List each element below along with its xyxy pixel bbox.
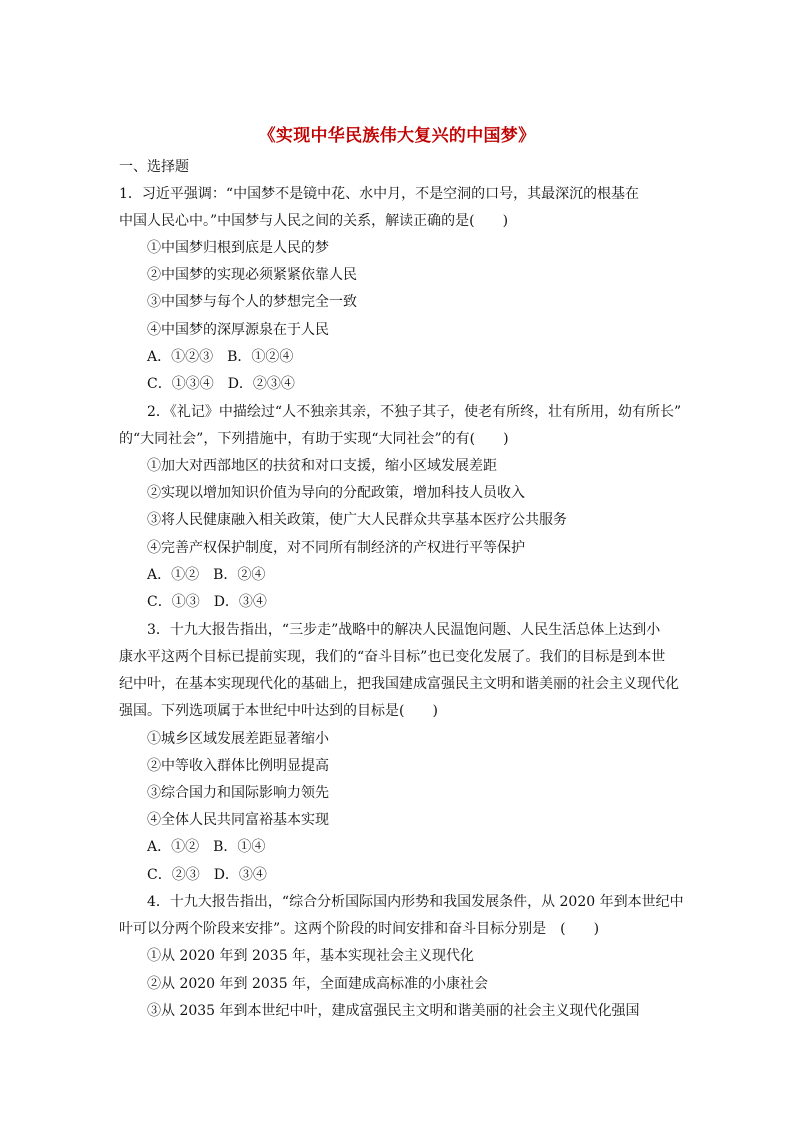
q1-choices-cd: C．①③④ D．②③④ [147, 376, 295, 392]
q4-option-3: ③从 2035 年到本世纪中叶，建成富强民主文明和谐美丽的社会主义现代化强国 [147, 1003, 640, 1019]
q2-option-2: ②实现以增加知识价值为导向的分配政策，增加科技人员收入 [147, 485, 525, 501]
q3-option-3: ③综合国力和国际影响力领先 [147, 785, 329, 801]
q3-option-4: ④全体人民共同富裕基本实现 [147, 812, 329, 828]
q2-stem-line-1: 2．《礼记》中描绘过“人不独亲其亲，不独子其子，使老有所终，壮有所用，幼有所长” [147, 404, 682, 420]
q3-stem-line-4: 强国。下列选项属于本世纪中叶达到的目标是( ) [119, 703, 438, 719]
q3-stem-line-1: 3．十九大报告指出，“三步走”战略中的解决人民温饱问题、人民生活总体上达到小 [147, 622, 661, 638]
q1-stem-line-1: 1．习近平强调：“中国梦不是镜中花、水中月，不是空洞的口号，其最深沉的根基在 [119, 186, 640, 202]
q3-stem-line-2: 康水平这两个目标已提前实现，我们的“奋斗目标”也已变化发展了。我们的目标是到本世 [119, 649, 666, 665]
q2-option-4: ④完善产权保护制度，对不同所有制经济的产权进行平等保护 [147, 540, 525, 556]
document-title: 《实现中华民族伟大复兴的中国梦》 [258, 126, 536, 146]
q3-choices-ab: A．①② B．①④ [147, 839, 266, 855]
q3-option-2: ②中等收入群体比例明显提高 [147, 758, 329, 774]
q1-option-3: ③中国梦与每个人的梦想完全一致 [147, 294, 357, 310]
q3-option-1: ①城乡区域发展差距显著缩小 [147, 731, 329, 747]
q4-option-2: ②从 2020 年到 2035 年，全面建成高标准的小康社会 [147, 976, 489, 992]
q1-choices-ab: A．①②③ B．①②④ [147, 349, 294, 365]
q2-option-3: ③将人民健康融入相关政策，使广大人民群众共享基本医疗公共服务 [147, 512, 567, 528]
q1-stem-line-2: 中国人民心中。”中国梦与人民之间的关系，解读正确的是( ) [119, 213, 509, 229]
q4-option-1: ①从 2020 年到 2035 年，基本实现社会主义现代化 [147, 948, 475, 964]
q1-option-2: ②中国梦的实现必须紧紧依靠人民 [147, 267, 357, 283]
q2-option-1: ①加大对西部地区的扶贫和对口支援，缩小区域发展差距 [147, 458, 497, 474]
q2-choices-cd: C．①③ D．③④ [147, 594, 267, 610]
q2-choices-ab: A．①② B．②④ [147, 567, 266, 583]
q1-option-1: ①中国梦归根到底是人民的梦 [147, 240, 329, 256]
q4-stem-line-2: 叶可以分两个阶段来安排”。这两个阶段的时间安排和奋斗目标分别是 ( ) [119, 921, 600, 937]
q3-stem-line-3: 纪中叶，在基本实现现代化的基础上，把我国建成富强民主文明和谐美丽的社会主义现代化 [119, 676, 679, 692]
q1-option-4: ④中国梦的深厚源泉在于人民 [147, 322, 329, 338]
q2-stem-line-2: 的“大同社会”，下列措施中，有助于实现“大同社会”的有( ) [119, 431, 509, 447]
q4-stem-line-1: 4．十九大报告指出，“综合分析国际国内形势和我国发展条件，从 2020 年到本世纪中 [147, 894, 684, 910]
q3-choices-cd: C．②③ D．③④ [147, 867, 267, 883]
section-heading: 一、选择题 [119, 159, 189, 175]
